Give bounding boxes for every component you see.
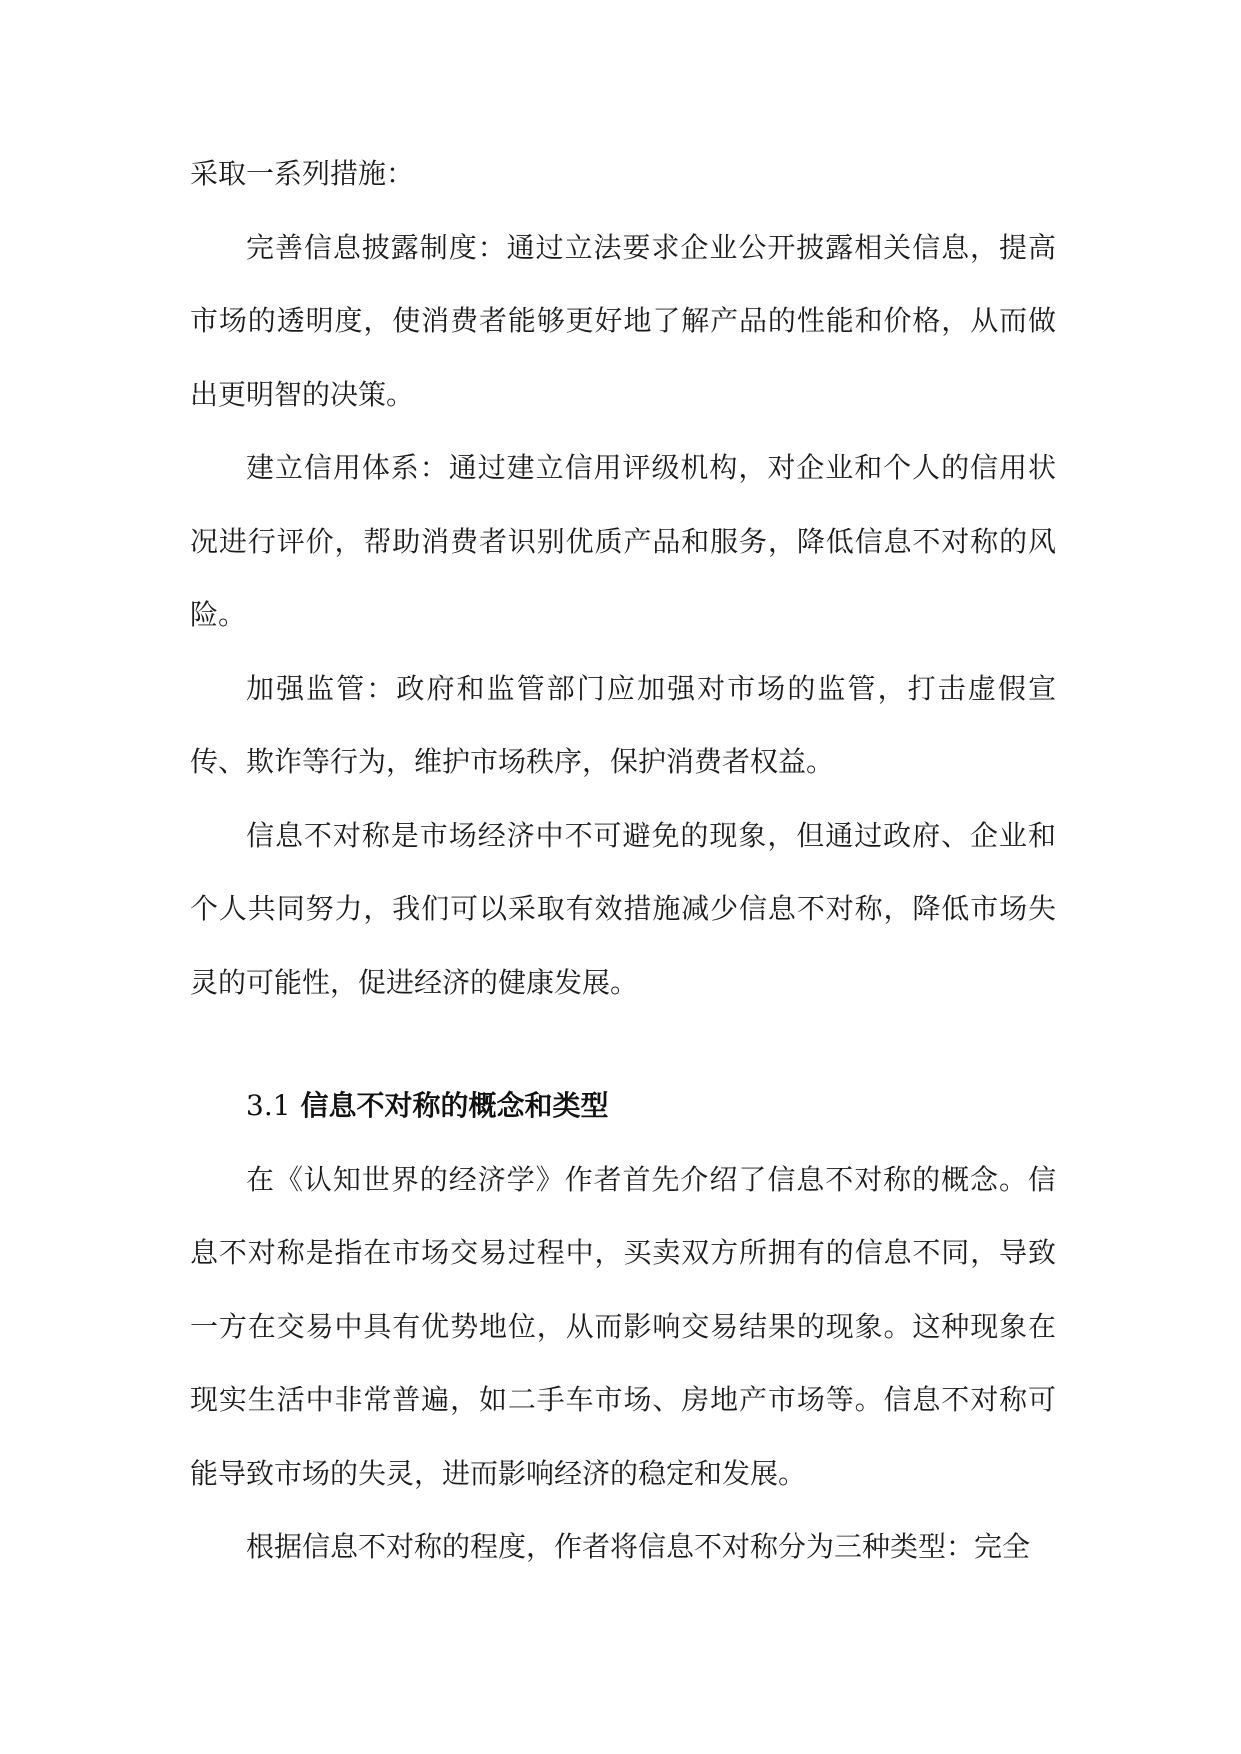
section-heading xyxy=(190,1069,1056,1143)
types-paragraph: 根据信息不对称的程度，作者将信息不对称分为三种类型：完全 xyxy=(246,1530,1031,1563)
section-title: 信息不对称的概念和类型 xyxy=(300,1089,609,1122)
document-body xyxy=(190,137,1056,1584)
measure-disclosure-paragraph: 完善信息披露制度：通过立法要求企业公开披露相关信息，提高市场的透明度，使消费者能够更好地了解产品的性能和价格，从而做出更明智的决策。 xyxy=(190,230,1056,411)
measure-regulation-paragraph: 加强监管：政府和监管部门应加强对市场的监管，打击虚假宣传、欺诈等行为，维护市场秩序，保护消费者权益。 xyxy=(190,671,1056,778)
section-number: 3.1 xyxy=(246,1089,291,1122)
concept-paragraph: 在《认知世界的经济学》作者首先介绍了信息不对称的概念。信息不对称是指在市场交易过程中，买卖双方所拥有的信息不同，导致一方在交易中具有优势地位，从而影响交易结果的现象。这种现象在现实生活中非常普遍，如二手车市场、房地产市场等。信息不对称可能导致市场的失灵，进而影响经济的稳定和发展。 xyxy=(190,1162,1056,1490)
conclusion-paragraph: 信息不对称是市场经济中不可避免的现象，但通过政府、企业和个人共同努力，我们可以采取有效措施减少信息不对称，降低市场失灵的可能性，促进经济的健康发展。 xyxy=(190,818,1056,999)
measure-credit-paragraph: 建立信用体系：通过建立信用评级机构，对企业和个人的信用状况进行评价，帮助消费者识别优质产品和服务，降低信息不对称的风险。 xyxy=(190,451,1056,631)
intro-line: 采取一系列措施： xyxy=(190,157,415,190)
